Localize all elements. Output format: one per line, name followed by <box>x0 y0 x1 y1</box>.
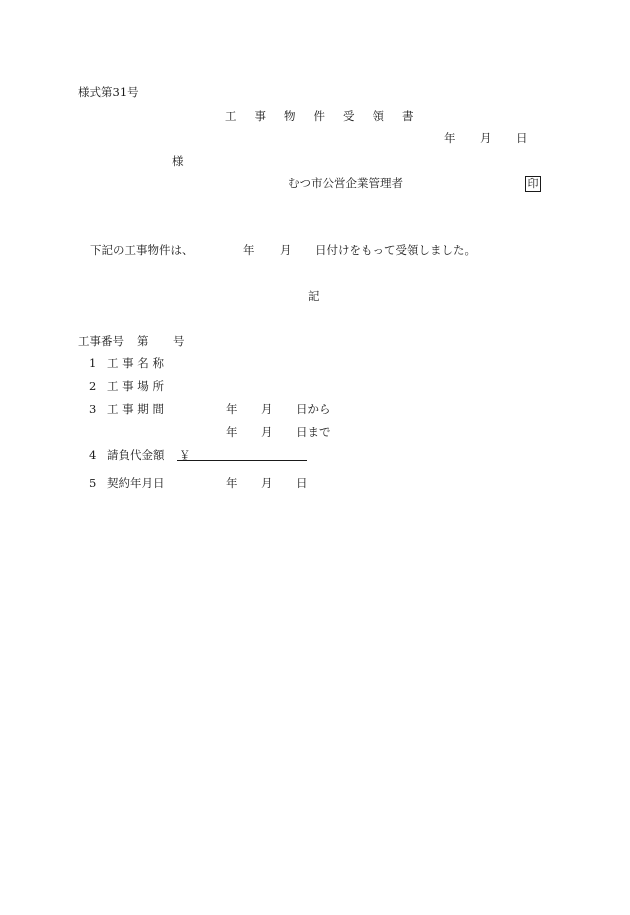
construction-number-dai: 第 <box>137 334 149 348</box>
item-label-construction-period: 工 事 期 間 <box>107 402 164 416</box>
statement-suffix: 日付けをもって受領しました。 <box>315 243 476 257</box>
contract-date-year: 年 <box>226 476 238 490</box>
construction-number-go: 号 <box>173 334 185 348</box>
document-title <box>225 111 414 123</box>
statement-prefix: 下記の工事物件は、 <box>90 243 194 257</box>
yen-sign: ￥ <box>179 448 191 462</box>
title-char: 工 <box>225 109 237 123</box>
period-from-year: 年 <box>226 402 238 416</box>
item-number: 2 <box>89 379 97 393</box>
addressee-suffix: 様 <box>172 154 184 168</box>
title-char: 事 <box>254 109 266 123</box>
contract-date-month: 月 <box>261 476 273 490</box>
statement-month: 月 <box>280 243 292 257</box>
item-label-construction-place: 工 事 場 所 <box>107 379 164 393</box>
period-to-month: 月 <box>261 425 273 439</box>
statement-year: 年 <box>243 243 255 257</box>
title-char: 受 <box>343 109 355 123</box>
seal-mark: 印 <box>525 176 541 192</box>
period-from-month: 月 <box>261 402 273 416</box>
title-char: 件 <box>313 109 325 123</box>
issuer-name: むつ市公営企業管理者 <box>288 176 403 190</box>
item-label-contract-amount: 請負代金額 <box>107 448 165 462</box>
period-to-year: 年 <box>226 425 238 439</box>
date-day: 日 <box>516 131 528 145</box>
form-number: 様式第31号 <box>78 85 139 99</box>
item-label-construction-name: 工 事 名 称 <box>107 356 164 370</box>
contract-date-day: 日 <box>296 476 308 490</box>
amount-underline <box>177 460 307 461</box>
item-number: 5 <box>89 476 97 490</box>
item-label-contract-date: 契約年月日 <box>107 476 165 490</box>
period-to-day: 日まで <box>296 425 331 439</box>
item-number: 3 <box>89 402 97 416</box>
period-from-day: 日から <box>296 402 331 416</box>
item-number: 1 <box>89 356 97 370</box>
construction-number-label: 工事番号 <box>78 334 124 348</box>
title-char: 書 <box>402 109 414 123</box>
item-number: 4 <box>89 448 97 462</box>
ki-heading: 記 <box>308 289 320 303</box>
date-year: 年 <box>444 131 456 145</box>
title-char: 物 <box>284 109 296 123</box>
date-month: 月 <box>480 131 492 145</box>
title-char: 領 <box>372 109 384 123</box>
